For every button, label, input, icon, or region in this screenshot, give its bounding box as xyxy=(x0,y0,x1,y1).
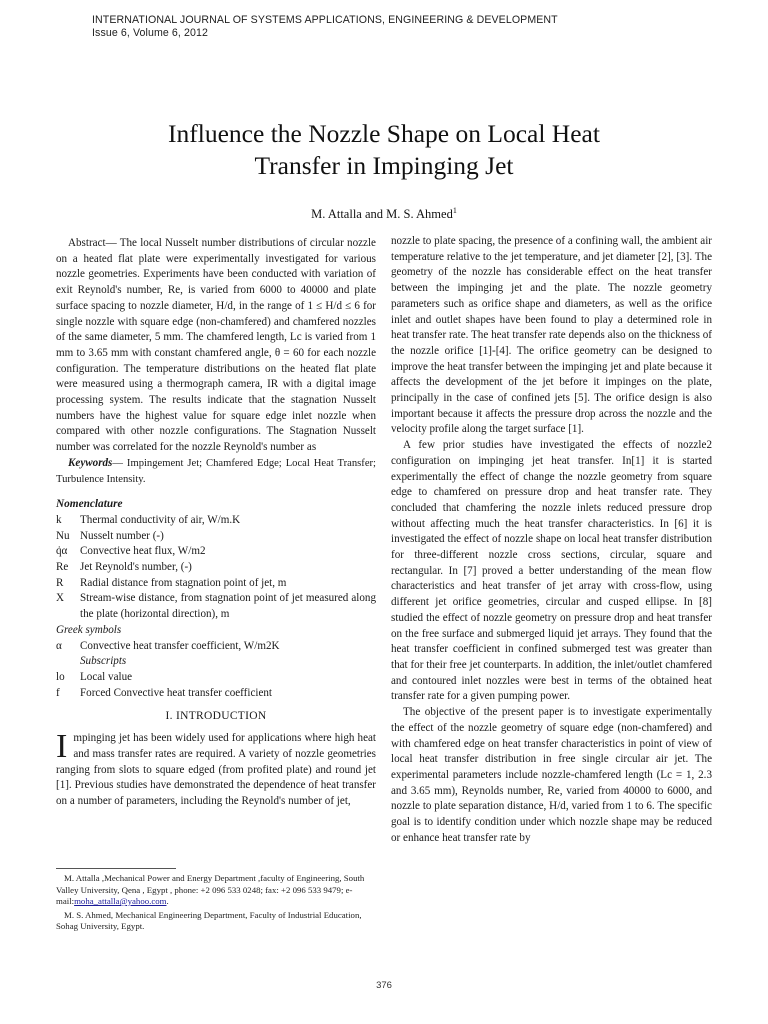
nomenclature-symbol: X xyxy=(56,592,65,605)
nomenclature-definition: Nusselt number (-) xyxy=(80,529,164,542)
abstract xyxy=(56,236,376,487)
left-column xyxy=(56,236,376,810)
nomenclature-heading: Nomenclature xyxy=(56,498,123,511)
keywords-paragraph xyxy=(56,456,376,487)
nomenclature-symbol: lo xyxy=(56,670,65,683)
body-paragraph: A few prior studies have investigated the effects of nozzle2 configuration on impinging jet heat transfer. In[1] it is started experimentally the effect of change the nozzle geometry from square edge to chamfered on pressure drop and heat transfer rate. They concluded that chamfering the nozzle inlets reduced pressure drop without affecting much the heat transfer characteristics. In [6] it is investigated the effect of nozzle shape on local heat transfer distribution for three-different nozzle cross sections, circular, square and rectangular. In [7] proved a better understanding of the mean flow characteristics and heat transfer of jet array with cross-flow, using different jet orifice geometries, circular and cusped ellipse. In [8] studied the effect of nozzle geometry on pressure drop and heat transfer on the free surface and submerged liquid jet arrays. They found that the heat transfer coefficient in confined submerged test was greater than that for their free jet counterparts. In addition, the inlet/outlet chamfered and contoured inlet nozzles were best in terms of the obtained heat transfer rate for a given pumping power. xyxy=(391,439,712,703)
issue-info: Issue 6, Volume 6, 2012 xyxy=(92,26,208,39)
abstract-text: Abstract— The local Nusselt number distributions of circular nozzle on a heated flat plate were experimentally investigated for various nozzle geometries. Experiments have been conducted with variation of exit Reynold's number, Re, is varied from 6000 to 40000 and plate surface spacing to nozzle diameter, H/d, in the range of 1 ≤ H/d ≤ 6 for single nozzle with square edge (non-chamfered) and chamfered nozzles of the same diameter, 5 mm. The chamfered length, Lc is varied from 1 mm to 3.65 mm with constant chamfered angle, θ = 60 for each nozzle configuration. The temperature distributions on the heated flat plate were measured using a thermograph camera, IR with a digital image processing system. The results indicate that the stagnation Nusselt numbers have the highest value for square edge inlet nozzle when compared with other nozzle configurations. The Stagnation Nusselt number was correlated for the nozzle Reynold's number as xyxy=(56,237,376,454)
nomenclature-symbol: q̇α xyxy=(56,545,68,558)
nomenclature-definition: Radial distance from stagnation point of jet, m xyxy=(80,576,287,589)
author-footnotes xyxy=(56,873,378,935)
title-line-1: Influence the Nozzle Shape on Local Heat xyxy=(168,119,600,148)
right-column xyxy=(391,234,712,846)
nomenclature-row xyxy=(56,639,376,655)
nomenclature-definition: Stream-wise distance, from stagnation point of jet measured along the plate (horizontal direction), m xyxy=(80,592,376,621)
footnote-second-author: M. S. Ahmed, Mechanical Engineering Department, Faculty of Industrial Education, Sohag University, Egypt. xyxy=(56,909,362,931)
nomenclature-definition: Convective heat flux, W/m2 xyxy=(80,545,206,558)
author-footnote-mark: 1 xyxy=(452,206,457,215)
nomenclature-definition: Thermal conductivity of air, W/m.K xyxy=(80,513,241,526)
footnote-first-author xyxy=(56,873,378,908)
nomenclature-definition: Forced Convective heat transfer coefficient xyxy=(80,686,273,699)
body-paragraph: nozzle to plate spacing, the presence of a confining wall, the ambient air temperature relative to the jet temperature, and jet diameter [2], [3]. The geometry of the nozzle has considerable effect on the heat transfer between the impinging jet and the plate. The nozzle geometry parameters such as orifice shape and diameters, as well as the orifice inlet and outlet shapes have been found to play a determined role in heat transfer rate. The heat transfer rate depends also on the thickness of the nozzle orifice [1]-[4]. The orifice geometry can be designed to improve the heat transfer between the impinging jet and plate because it affects the development of the jet before it impinges on the plate, principally in the case of confined jets [5]. The orifice design is also important because it affects the pressure drop across the nozzle and the velocity profile along the target surface [1]. xyxy=(391,235,712,436)
introduction-paragraph xyxy=(56,728,376,810)
greek-symbols-heading: Greek symbols xyxy=(56,623,122,636)
email-link[interactable]: moha_attalla@yahoo.com xyxy=(74,896,167,906)
nomenclature-symbol: R xyxy=(56,576,64,589)
nomenclature-definition: Local value xyxy=(80,670,133,683)
running-head xyxy=(92,14,558,39)
nomenclature-symbol: Nu xyxy=(56,529,70,542)
nomenclature-symbol: k xyxy=(56,513,62,526)
paper-title xyxy=(60,118,708,182)
nomenclature-row xyxy=(56,544,376,560)
nomenclature-symbol: f xyxy=(56,686,60,699)
drop-cap: I xyxy=(56,728,68,766)
body-paragraph: The objective of the present paper is to investigate experimentally the effect of the nozzle geometry of square edge (non-chamfered) and with chamfered edge on heat transfer characteristics in point of view of local heat transfer distribution in free single circular air jet. The experimental parameters include nozzle-chamfered length (Lc = 1, 2.3 and 3.65 mm), Reynolds number, Re, varied from 40000 to 6000, and nozzle to plate separation distance, H/d, varied from 1 to 6. The specific goal is to identify condition under which nozzle shape may be reduced or enhance heat transfer rate by xyxy=(391,706,712,844)
nomenclature-row xyxy=(56,670,376,686)
nomenclature-definition: Convective heat transfer coefficient, W/m2K xyxy=(80,639,280,652)
nomenclature-row xyxy=(56,513,376,529)
authors: M. Attalla and M. S. Ahmed xyxy=(311,207,453,222)
section-heading-introduction: I. INTRODUCTION xyxy=(165,710,267,723)
introduction-text: mpinging jet has been widely used for applications where high heat and mass transfer rates are required. A variety of nozzle geometries ranging from slots to square edged (from profited plate) and round jet [1]. Previous studies have demonstrated the dependence of heat transfer on a number of parameters, including the Reynold's number of jet, xyxy=(56,732,376,807)
nomenclature-row xyxy=(56,576,376,592)
footnote-first-author-end: . xyxy=(166,896,169,906)
title-line-2: Transfer in Impinging Jet xyxy=(254,151,514,180)
keywords-text: — Impingement Jet; Chamfered Edge; Local Heat Transfer; Turbulence Intensity. xyxy=(56,457,376,485)
journal-name: INTERNATIONAL JOURNAL OF SYSTEMS APPLICATIONS, ENGINEERING & DEVELOPMENT xyxy=(92,14,558,26)
nomenclature-row xyxy=(56,529,376,545)
subscripts-heading: Subscripts xyxy=(80,655,127,668)
page-number: 376 xyxy=(376,980,392,991)
keywords-label: Keywords xyxy=(68,456,113,469)
footnote-first-author-text: M. Attalla ,Mechanical Power and Energy Department ,faculty of Engineering, South Valley University, Qena , Egypt , phone: +2 096 533 0248; fax: +2 096 533 9479; e-mail: xyxy=(56,873,365,906)
nomenclature-symbol: Re xyxy=(56,561,69,574)
author-line xyxy=(60,206,708,222)
nomenclature xyxy=(56,497,376,701)
nomenclature-row xyxy=(56,686,376,702)
footnote-rule xyxy=(56,868,176,869)
nomenclature-definition: Jet Reynold's number, (-) xyxy=(80,561,192,574)
nomenclature-symbol: α xyxy=(56,639,62,652)
nomenclature-row xyxy=(56,591,376,622)
nomenclature-row xyxy=(56,560,376,576)
